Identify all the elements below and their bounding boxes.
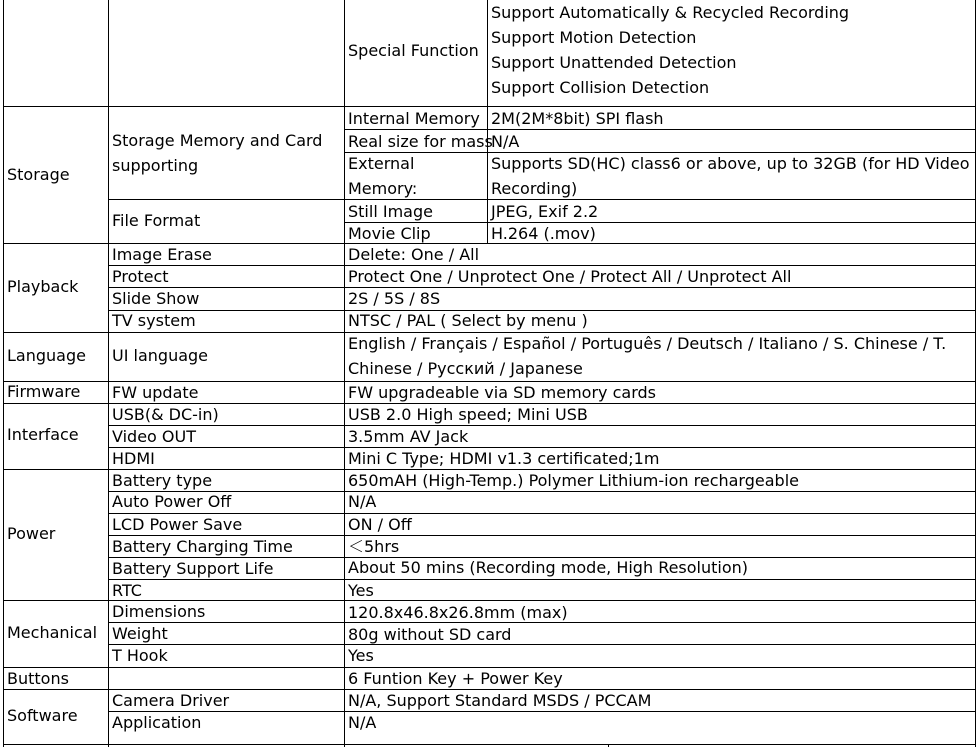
protect-label: Protect — [112, 267, 169, 286]
weight-value: 80g without SD card — [348, 625, 512, 644]
external-memory-label-line-2: Memory: — [348, 179, 418, 198]
t-hook-value: Yes — [348, 646, 374, 665]
video-out-label: Video OUT — [112, 427, 196, 446]
battery-support-life-value: About 50 mins (Recording mode, High Resolution) — [348, 558, 749, 577]
storage-memory-group-line-1: Storage Memory and Card — [112, 131, 323, 150]
dimensions-value: 120.8x46.8x26.8mm (max) — [348, 603, 568, 622]
usb-label: USB(& DC-in) — [112, 405, 219, 424]
special-function-label: Special Function — [348, 41, 479, 60]
power-category: Power — [7, 524, 56, 543]
fw-update-value: FW upgradeable via SD memory cards — [348, 383, 656, 402]
weight-label: Weight — [112, 624, 168, 643]
fw-update-label: FW update — [112, 383, 199, 402]
battery-type-value: 650mAH (High-Temp.) Polymer Lithium-ion rechargeable — [348, 471, 799, 490]
application-value: N/A — [348, 713, 377, 732]
dimensions-label: Dimensions — [112, 602, 206, 621]
external-memory-value-line-2: Recording) — [491, 179, 578, 198]
auto-power-off-value: N/A — [348, 492, 377, 511]
storage-memory-group-line-2: supporting — [112, 156, 199, 175]
image-erase-value: Delete: One / All — [348, 245, 480, 264]
still-image-value: JPEG, Exif 2.2 — [491, 202, 599, 221]
real-size-value: N/A — [491, 132, 520, 151]
software-category: Software — [7, 706, 78, 725]
movie-clip-label: Movie Clip — [348, 224, 431, 243]
special-function-line-2: Support Motion Detection — [491, 28, 697, 47]
protect-value: Protect One / Unprotect One / Protect All / Unprotect All — [348, 267, 792, 286]
usb-value: USB 2.0 High speed; Mini USB — [348, 405, 588, 424]
image-erase-label: Image Erase — [112, 245, 212, 264]
hdmi-label: HDMI — [112, 449, 155, 468]
camera-driver-label: Camera Driver — [112, 691, 230, 710]
still-image-label: Still Image — [348, 202, 433, 221]
external-memory-value-line-1: Supports SD(HC) class6 or above, up to 32GB (for HD Video — [491, 154, 970, 173]
movie-clip-value: H.264 (.mov) — [491, 224, 596, 243]
language-category: Language — [7, 346, 86, 365]
firmware-category: Firmware — [7, 382, 81, 401]
battery-charging-time-value: ＜5hrs — [348, 537, 400, 556]
special-function-line-4: Support Collision Detection — [491, 78, 710, 97]
slide-show-value: 2S / 5S / 8S — [348, 289, 441, 308]
internal-memory-label: Internal Memory — [348, 109, 480, 128]
mechanical-category: Mechanical — [7, 623, 98, 642]
file-format-label: File Format — [112, 211, 201, 230]
battery-support-life-label: Battery Support Life — [112, 559, 274, 578]
slide-show-label: Slide Show — [112, 289, 200, 308]
rtc-value: Yes — [348, 581, 374, 600]
special-function-line-1: Support Automatically & Recycled Recording — [491, 3, 850, 22]
hdmi-value: Mini C Type; HDMI v1.3 certificated;1m — [348, 449, 660, 468]
t-hook-label: T Hook — [112, 646, 168, 665]
tv-system-label: TV system — [112, 311, 196, 330]
ui-language-label: UI language — [112, 346, 209, 365]
video-out-value: 3.5mm AV Jack — [348, 427, 469, 446]
playback-category: Playback — [7, 277, 79, 296]
battery-charging-time-label: Battery Charging Time — [112, 537, 293, 556]
buttons-category: Buttons — [7, 669, 69, 688]
camera-driver-value: N/A, Support Standard MSDS / PCCAM — [348, 691, 652, 710]
buttons-value: 6 Funtion Key + Power Key — [348, 669, 563, 688]
lcd-power-save-value: ON / Off — [348, 515, 412, 534]
real-size-label: Real size for mass — [348, 132, 493, 151]
application-label: Application — [112, 713, 202, 732]
ui-language-value-line-2: Chinese / Pусский / Japanese — [348, 359, 583, 378]
battery-type-label: Battery type — [112, 471, 213, 490]
lcd-power-save-label: LCD Power Save — [112, 515, 243, 534]
tv-system-value: NTSC / PAL ( Select by menu ) — [348, 311, 588, 330]
interface-category: Interface — [7, 425, 79, 444]
special-function-line-3: Support Unattended Detection — [491, 53, 737, 72]
external-memory-label-line-1: External — [348, 154, 415, 173]
storage-category: Storage — [7, 165, 70, 184]
rtc-label: RTC — [112, 581, 142, 600]
ui-language-value-line-1: English / Français / Español / Português / Deutsch / Italiano / S. Chinese / T. — [348, 334, 947, 353]
auto-power-off-label: Auto Power Off — [112, 492, 232, 511]
internal-memory-value: 2M(2M*8bit) SPI flash — [491, 109, 664, 128]
